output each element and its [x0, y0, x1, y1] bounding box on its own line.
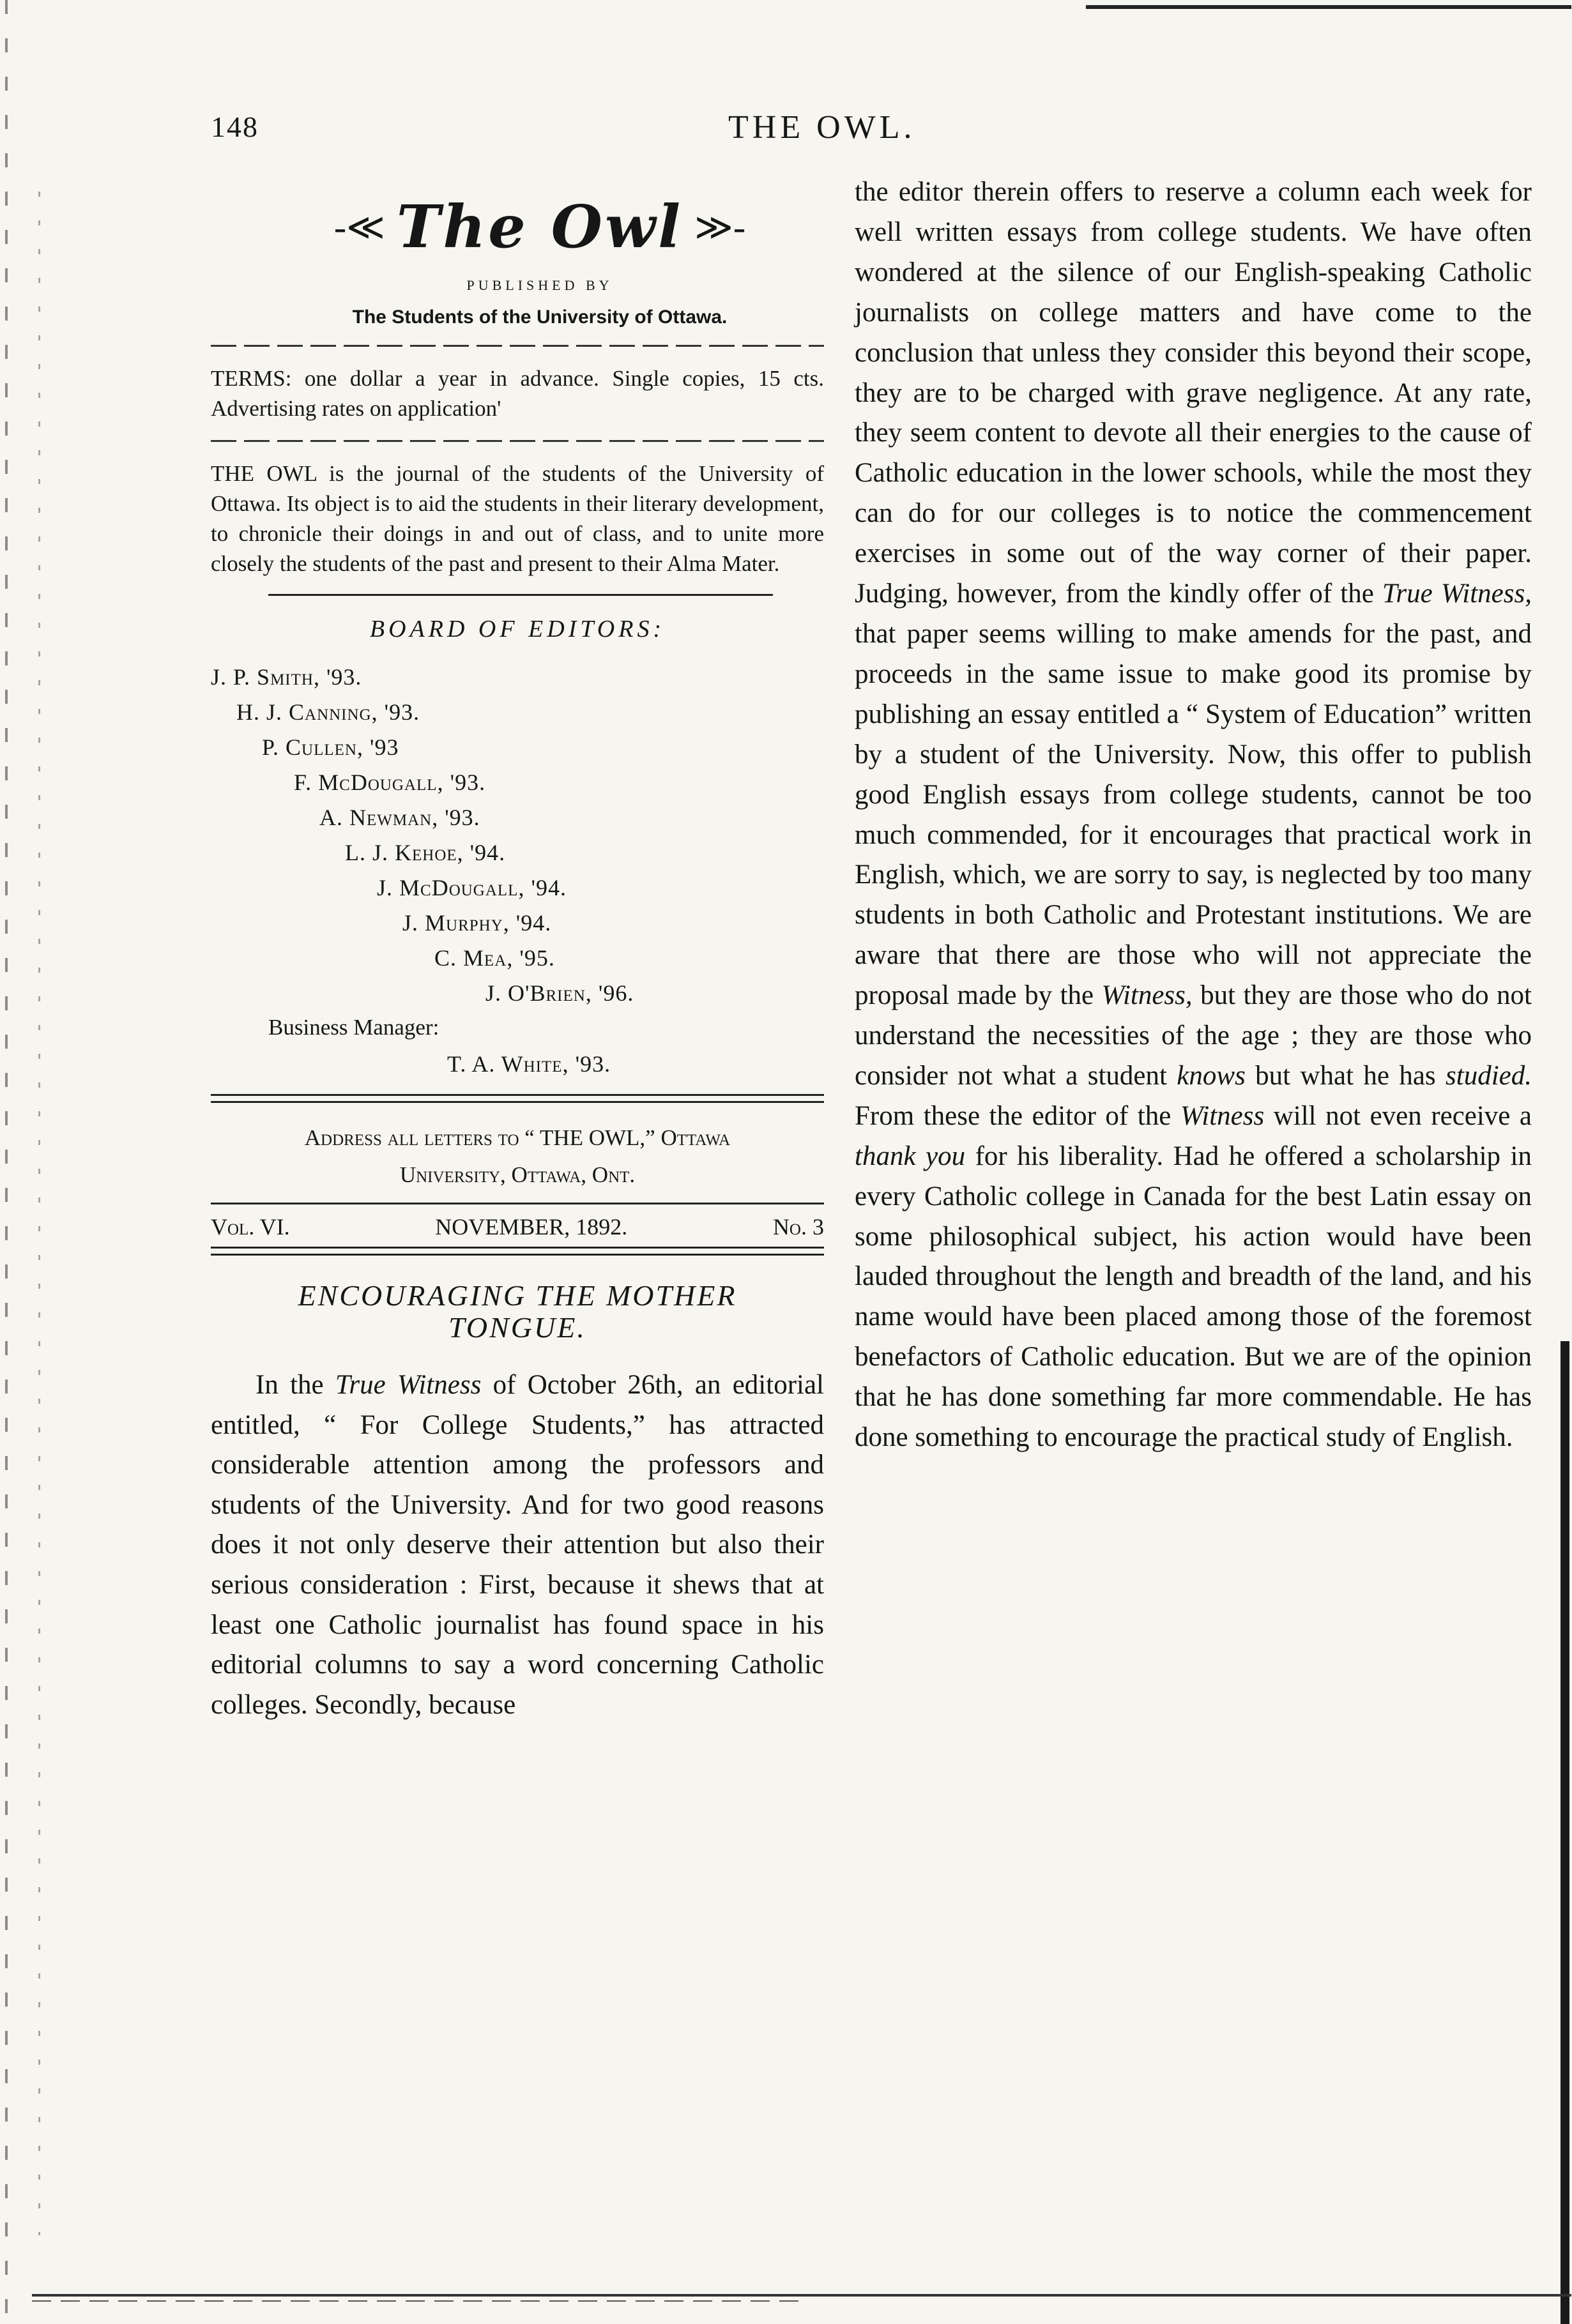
- scan-bottom-rule: [32, 2294, 1571, 2297]
- editors-heading: BOARD OF EDITORS:: [369, 616, 666, 642]
- publication-name: Witness: [1180, 1100, 1265, 1131]
- divider: [211, 1203, 824, 1204]
- article-title: [211, 1280, 824, 1344]
- publisher: The Students of the University of Ottawa.: [352, 307, 728, 328]
- text-run: of October 26th, an editorial entitled, “ For College Students,” has attracted considerable attention among the professors and students of the University. And for two good reasons does it not only deserve their attention but also their serious consideration : First, because it shews that at least one Catholic journalist has found space in his editorial columns to say a word concerning Catholic colleges. Secondly, because: [211, 1370, 824, 1720]
- editor-name: F. McDougall, '93.: [294, 770, 486, 795]
- text-run: the editor therein offers to reserve a column each week for well written essays from college students. We have often wondered at the silence of our English-speaking Catholic journalists on college matters and have come to the conclusion that unless they consider this beyond their scope, they are to be charged with grave negligence. At any rate, they seem content to devote all their energies to the cause of Catholic education in the lower schools, while the most they can do for our colleges is to notice the commencement exercises in some out of the way corner of their paper. Judging, however, from the kindly offer of the: [855, 177, 1532, 609]
- publication-name: True Witness: [335, 1370, 482, 1400]
- scan-bottom-rule: [32, 2300, 798, 2302]
- running-head: THE OWL.: [728, 109, 916, 146]
- text-run: but what he has: [1245, 1060, 1446, 1091]
- left-column: [211, 185, 824, 1725]
- emphasis: thank you: [855, 1141, 966, 1171]
- business-manager-label: Business Manager:: [268, 1015, 439, 1040]
- editor-name: J. P. Smith, '93.: [211, 664, 362, 690]
- editor-name: C. Mea, '95.: [434, 945, 555, 971]
- text-run: From these the editor of the: [855, 1100, 1180, 1131]
- page-number: 148: [211, 110, 259, 143]
- scan-edge-artifact: [5, 0, 8, 2324]
- divider: [211, 1247, 824, 1256]
- scan-right-edge: [1561, 1341, 1569, 2324]
- divider: [211, 345, 824, 347]
- editor-name: P. Cullen, '93: [262, 734, 399, 760]
- editor-name: J. Murphy, '94.: [402, 910, 552, 936]
- publication-name: True Witness,: [1382, 579, 1532, 609]
- editor-name: J. McDougall, '94.: [377, 875, 567, 900]
- address: [211, 1120, 824, 1194]
- text-run: that paper seems willing to make amends for the past, and proceeds in the same issue to make good its promise by publishing an essay entitled a “ System of Education” written by a student of the University. Now, this offer to publish good English essays from college students, cannot be too much commended, for it encourages that practical work in English, which, we are sorry to say, is neglected by too many students in both Catholic and Protestant institutions. We are aware that there are those who will not appreciate the proposal made by the: [855, 618, 1532, 1011]
- editor-name: J. O'Brien, '96.: [485, 980, 634, 1006]
- text-run: for his liberality. Had he offered a scholarship in every Catholic college in Canada for the best Latin essay on some philosophical subject, his action would have been lauded throughout the length and breadth of the land, and his name would have been placed among those of the foremost benefactors of Catholic education. But we are of the opinion that he has done something far more commendable. He has done something to encourage the practical study of English.: [855, 1141, 1532, 1453]
- scan-edge-artifact: [38, 192, 40, 2235]
- masthead-title: The Owl: [396, 192, 683, 261]
- terms: TERMS: one dollar a year in advance. Single copies, 15 cts. Advertising rates on application': [211, 366, 824, 421]
- editor-name: A. Newman, '93.: [319, 805, 480, 830]
- publication-name: Witness,: [1101, 980, 1193, 1011]
- article-title-line: ENCOURAGING THE MOTHER: [298, 1279, 737, 1312]
- divider: [211, 1094, 824, 1103]
- issue-date: NOVEMBER, 1892.: [435, 1214, 628, 1240]
- text-run: but they are those who do not understand the necessities of the age ; they are those who consider not what a student: [855, 980, 1532, 1091]
- divider: [268, 594, 773, 596]
- editor-name: L. J. Kehoe, '94.: [345, 840, 506, 865]
- editors-list: [211, 660, 824, 1011]
- published-by: PUBLISHED BY: [466, 277, 613, 293]
- text-run: will not even receive a: [1264, 1100, 1532, 1131]
- article-paragraph: [855, 172, 1532, 1458]
- masthead: [256, 185, 824, 268]
- issue-number: No. 3: [772, 1214, 824, 1240]
- volume: Vol. VI.: [211, 1214, 290, 1240]
- editor-name: H. J. Canning, '93.: [236, 699, 420, 725]
- right-column: [855, 172, 1532, 1458]
- issue-info: [211, 1213, 824, 1240]
- ornament-left-icon: -≪: [333, 206, 385, 248]
- emphasis: studied.: [1446, 1060, 1532, 1091]
- article-title-line: TONGUE.: [448, 1311, 586, 1344]
- emphasis: knows: [1177, 1060, 1246, 1091]
- address-line: Address all letters to “ THE OWL,” Ottawa: [304, 1125, 731, 1150]
- divider: [211, 440, 824, 442]
- journal-description: THE OWL is the journal of the students of the University of Ottawa. Its object is to aid the students in their literary development, to chronicle their doings in and out of class, and to unite more closely the students of the past and present to their Alma Mater.: [211, 461, 824, 576]
- text-run: In the: [256, 1370, 335, 1400]
- scan-top-rule: [1086, 5, 1571, 9]
- article-paragraph: [211, 1365, 824, 1725]
- ornament-right-icon: ≫-: [694, 206, 746, 248]
- address-line: University, Ottawa, Ont.: [399, 1162, 636, 1187]
- business-manager-name: T. A. White, '93.: [447, 1051, 611, 1077]
